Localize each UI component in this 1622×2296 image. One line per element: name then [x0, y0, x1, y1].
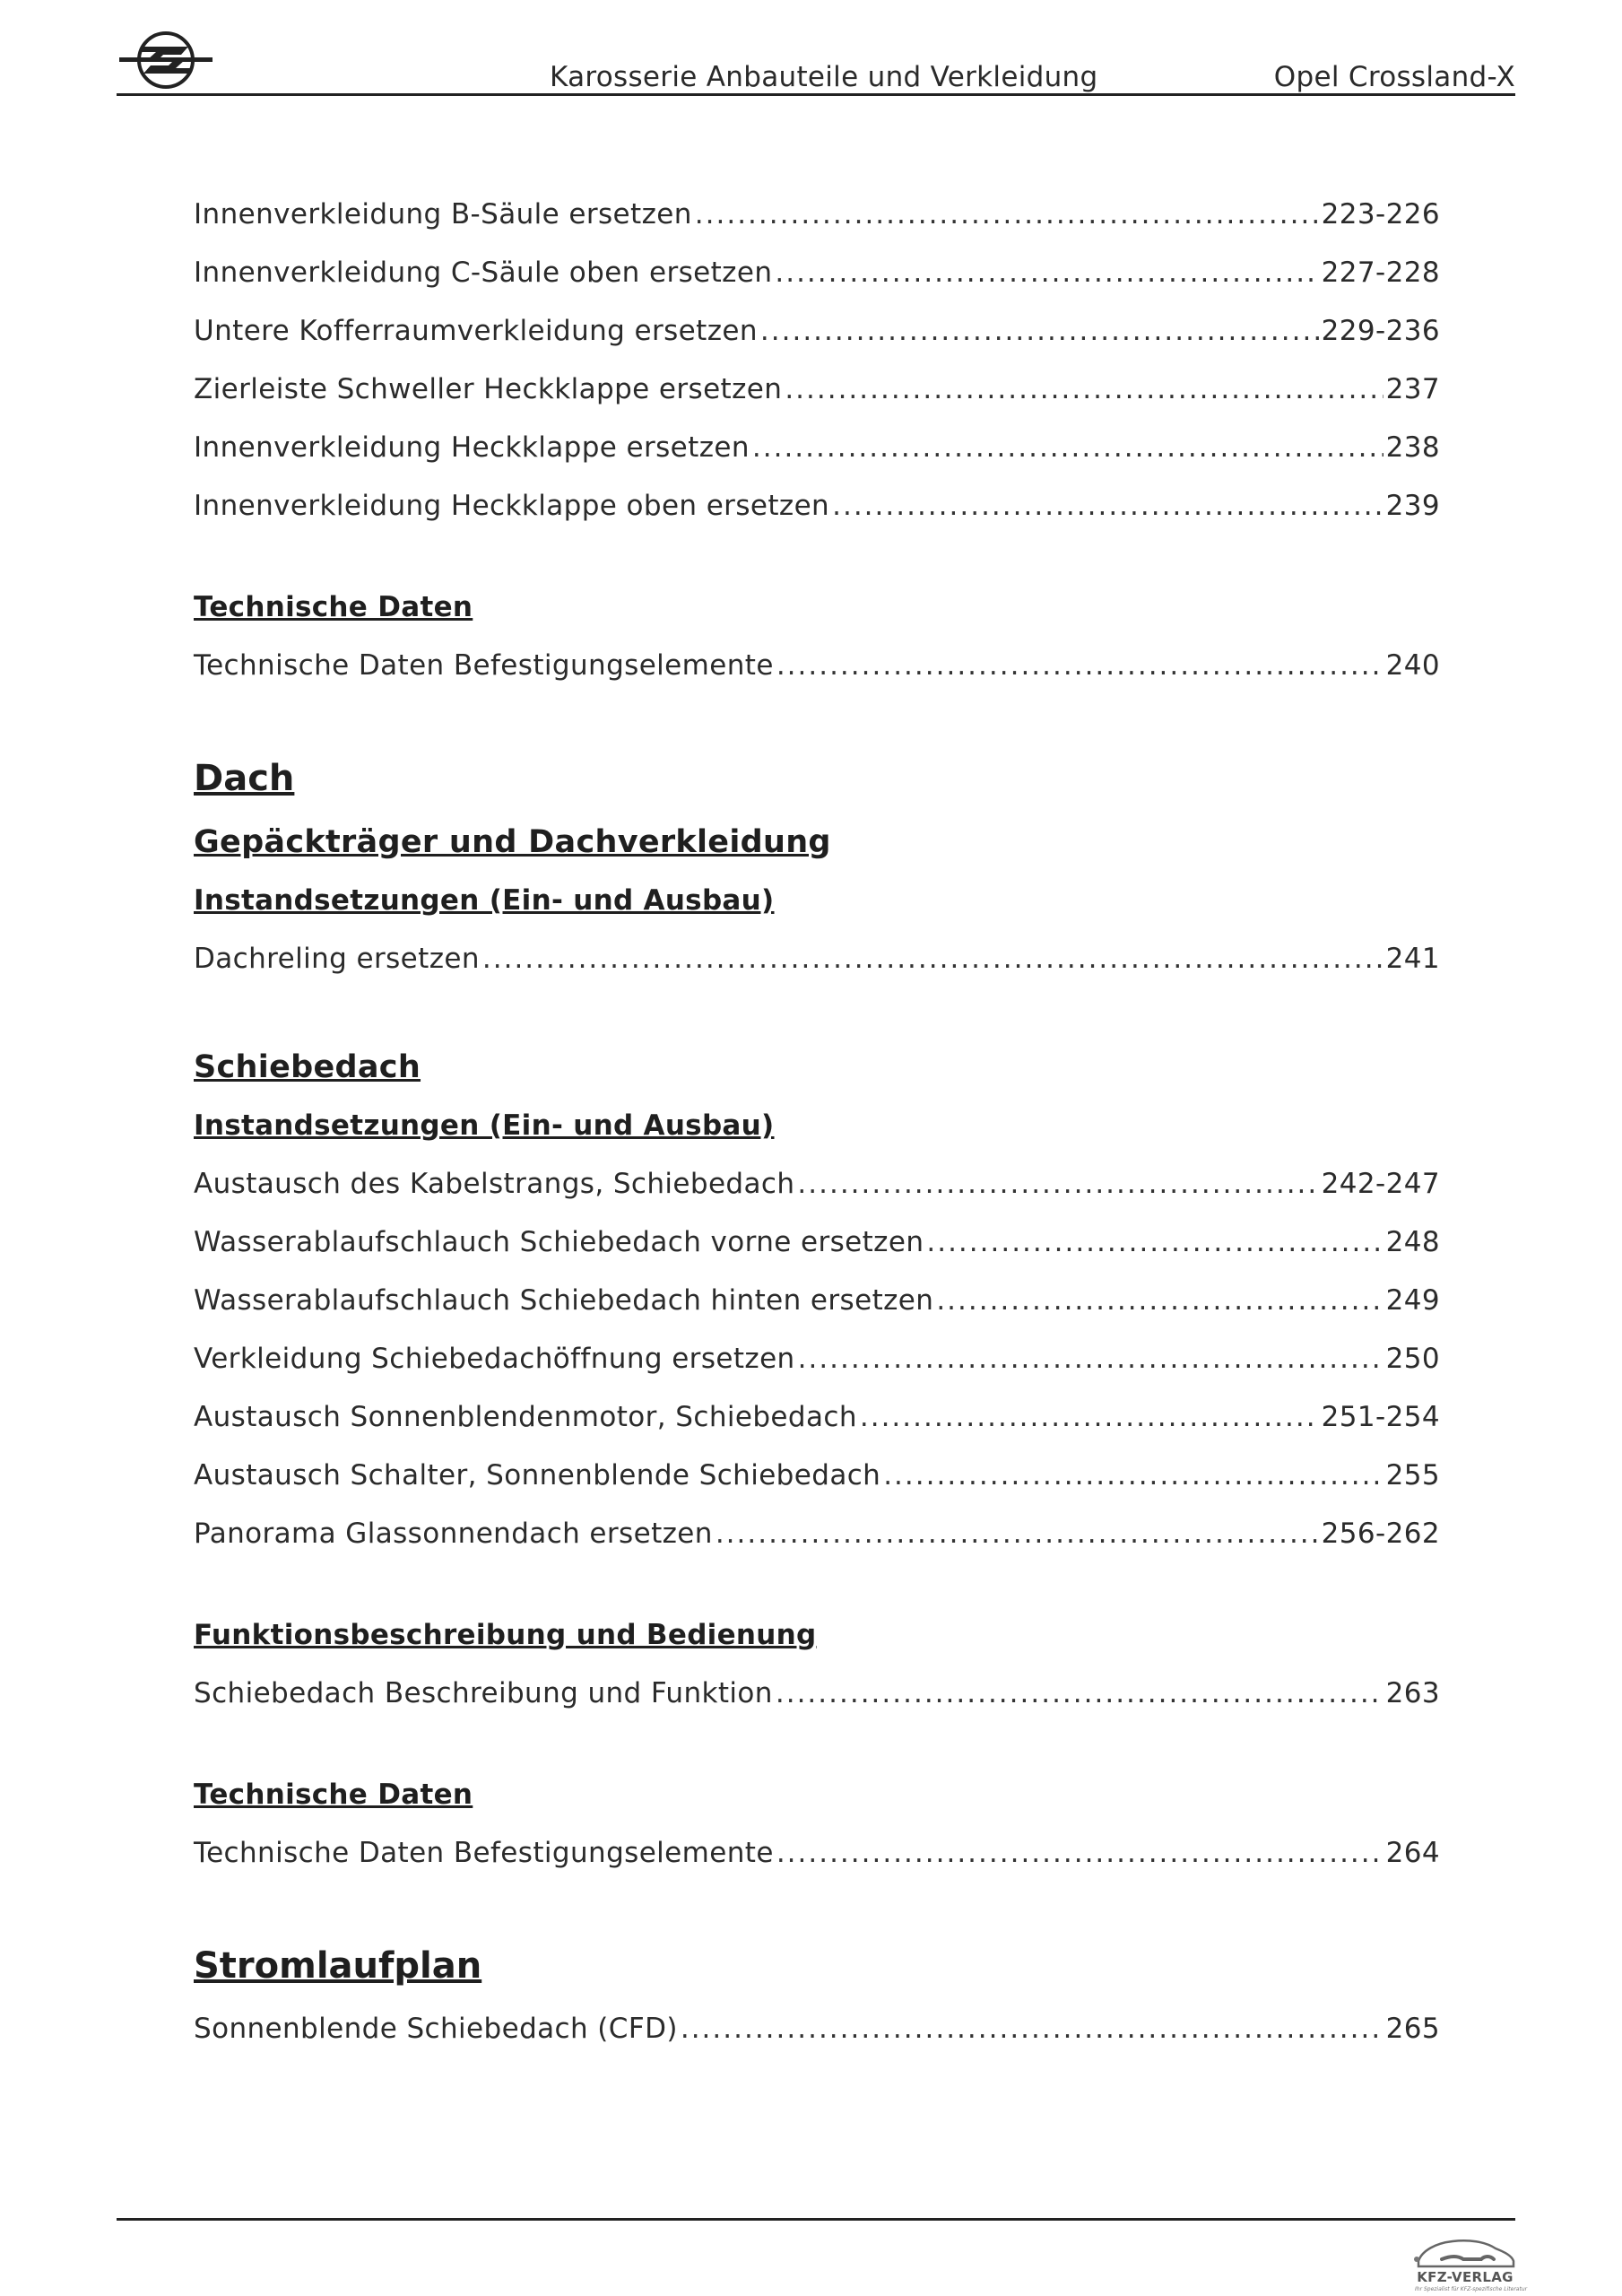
toc-entry[interactable]	[194, 1505, 1440, 1563]
opel-blitz-logo-icon	[117, 25, 215, 95]
section-heading-technische-daten[interactable]: Technische Daten	[194, 1779, 473, 1811]
spacer	[194, 1723, 1440, 1766]
toc-entry-page: 227-228	[1321, 257, 1440, 289]
footer-divider	[117, 2218, 1515, 2221]
header-title: Karosserie Anbauteile und Verkleidung	[550, 61, 1098, 93]
toc-leader-dots	[785, 361, 1383, 419]
toc-entry-page: 223-226	[1321, 198, 1440, 230]
spacer	[194, 695, 1440, 744]
toc-leader-dots	[752, 419, 1383, 477]
toc-entry-label: Wasserablaufschlauch Schiebedach vorne ersetzen	[194, 1226, 924, 1258]
toc-entry-label: Schiebedach Beschreibung und Funktion	[194, 1677, 773, 1709]
page-header	[117, 25, 1515, 97]
toc-entry[interactable]	[194, 1272, 1440, 1330]
section-heading-technische-daten[interactable]: Technische Daten	[194, 591, 473, 623]
toc-leader-dots	[776, 1665, 1383, 1723]
spacer	[194, 988, 1440, 1038]
toc-entry-page: 249	[1385, 1284, 1440, 1317]
toc-entry-label: Innenverkleidung B-Säule ersetzen	[194, 198, 692, 230]
toc-entry[interactable]	[194, 244, 1440, 302]
toc-entry[interactable]	[194, 361, 1440, 419]
toc-entry[interactable]	[194, 930, 1440, 988]
spacer	[194, 535, 1440, 578]
toc-leader-dots	[936, 1272, 1383, 1330]
toc-leader-dots	[797, 1155, 1318, 1213]
toc-leader-dots	[798, 1330, 1383, 1388]
toc-entry[interactable]	[194, 2000, 1440, 2058]
toc-entry[interactable]	[194, 1665, 1440, 1723]
toc-leader-dots	[681, 2000, 1383, 2058]
toc-entry-page: 240	[1385, 649, 1440, 682]
toc-entry-label: Sonnenblende Schiebedach (CFD)	[194, 2013, 678, 2045]
toc-entry[interactable]	[194, 1388, 1440, 1447]
toc-entry-page: 250	[1385, 1343, 1440, 1375]
toc-leader-dots	[926, 1213, 1383, 1272]
toc-entry-page: 241	[1385, 943, 1440, 975]
footer-logo-tagline: Ihr Spezialist für KFZ-spezifische Literatur	[1415, 2286, 1528, 2292]
toc-entry-label: Technische Daten Befestigungselemente	[194, 649, 774, 682]
toc-entry[interactable]	[194, 1447, 1440, 1505]
toc-entry-label: Innenverkleidung C-Säule oben ersetzen	[194, 257, 773, 289]
spacer	[194, 1563, 1440, 1606]
toc-entry[interactable]	[194, 302, 1440, 361]
spacer	[194, 1883, 1440, 1932]
toc-entry-label: Zierleiste Schweller Heckklappe ersetzen	[194, 373, 783, 405]
toc-entry[interactable]	[194, 637, 1440, 695]
toc-leader-dots	[860, 1388, 1319, 1447]
header-divider	[117, 93, 1515, 96]
toc-entry[interactable]	[194, 419, 1440, 477]
toc-entry-label: Austausch des Kabelstrangs, Schiebedach	[194, 1168, 795, 1200]
toc-entry-page: 238	[1385, 431, 1440, 464]
toc-leader-dots	[776, 1824, 1383, 1883]
section-heading-instandsetzungen[interactable]: Instandsetzungen (Ein- und Ausbau)	[194, 884, 775, 917]
toc-entry-page: 239	[1385, 490, 1440, 522]
toc-leader-dots	[695, 186, 1319, 244]
chapter-heading-schiebedach[interactable]: Schiebedach	[194, 1049, 421, 1085]
footer-logo-label: KFZ-VERLAG	[1417, 2269, 1514, 2285]
toc-entry-page: 248	[1385, 1226, 1440, 1258]
toc-entry[interactable]	[194, 186, 1440, 244]
toc-entry-page: 255	[1385, 1459, 1440, 1492]
toc-leader-dots	[775, 244, 1318, 302]
toc-entry-label: Innenverkleidung Heckklappe oben ersetzen	[194, 490, 830, 522]
toc-entry[interactable]	[194, 1213, 1440, 1272]
toc-leader-dots	[482, 930, 1383, 988]
toc-entry-label: Austausch Sonnenblendenmotor, Schiebedach	[194, 1401, 857, 1433]
toc-entry[interactable]	[194, 477, 1440, 535]
toc-entry-label: Dachreling ersetzen	[194, 943, 480, 975]
toc-entry-label: Innenverkleidung Heckklappe ersetzen	[194, 431, 750, 464]
header-model: Opel Crossland-X	[1273, 61, 1515, 93]
section-heading-instandsetzungen[interactable]: Instandsetzungen (Ein- und Ausbau)	[194, 1109, 775, 1142]
section-heading-funktionsbeschreibung[interactable]: Funktionsbeschreibung und Bedienung	[194, 1619, 817, 1651]
toc-leader-dots	[883, 1447, 1383, 1505]
toc-entry[interactable]	[194, 1824, 1440, 1883]
toc-entry-label: Technische Daten Befestigungselemente	[194, 1837, 774, 1869]
toc-entry-page: 256-262	[1321, 1518, 1440, 1550]
toc-entry-label: Verkleidung Schiebedachöffnung ersetzen	[194, 1343, 795, 1375]
chapter-heading-dach[interactable]: Dach	[194, 758, 295, 799]
toc-entry[interactable]	[194, 1330, 1440, 1388]
toc-entry-label: Austausch Schalter, Sonnenblende Schiebedach	[194, 1459, 881, 1492]
toc-entry-label: Panorama Glassonnendach ersetzen	[194, 1518, 713, 1550]
group-heading-gepaecktraeger[interactable]: Gepäckträger und Dachverkleidung	[194, 824, 831, 860]
toc-entry[interactable]	[194, 1155, 1440, 1213]
toc-entry-page: 263	[1385, 1677, 1440, 1709]
toc-leader-dots	[760, 302, 1319, 361]
toc-leader-dots	[716, 1505, 1319, 1563]
toc-entry-label: Untere Kofferraumverkleidung ersetzen	[194, 315, 758, 347]
toc-entry-page: 251-254	[1321, 1401, 1440, 1433]
toc-entry-page: 242-247	[1321, 1168, 1440, 1200]
toc-entry-page: 264	[1385, 1837, 1440, 1869]
toc-entry-page: 229-236	[1321, 315, 1440, 347]
chapter-heading-stromlaufplan[interactable]: Stromlaufplan	[194, 1945, 482, 1987]
toc-leader-dots	[832, 477, 1383, 535]
toc-entry-page: 237	[1385, 373, 1440, 405]
toc-entry-page: 265	[1385, 2013, 1440, 2045]
toc-entry-label: Wasserablaufschlauch Schiebedach hinten ersetzen	[194, 1284, 934, 1317]
toc-content	[194, 186, 1440, 2058]
toc-leader-dots	[776, 637, 1383, 695]
